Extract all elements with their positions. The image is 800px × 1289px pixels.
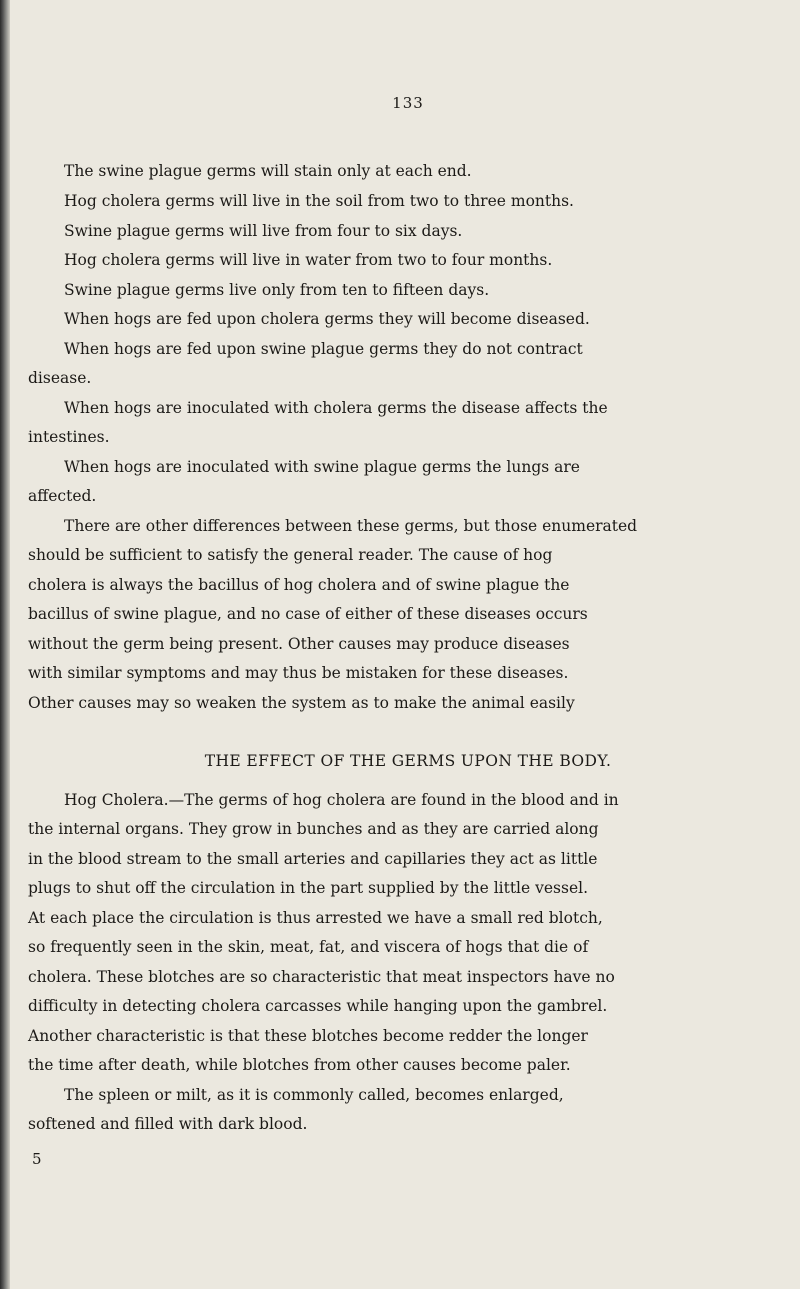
text-line: Other causes may so weaken the system as to make the animal easily (28, 694, 575, 712)
section-heading: THE EFFECT OF THE GERMS UPON THE BODY. (204, 752, 612, 770)
text-line: intestines. (28, 428, 110, 446)
text-line: bacillus of swine plague, and no case of either of these diseases occurs (28, 605, 588, 623)
text-line: difficulty in detecting cholera carcasses while hanging upon the gambrel. (28, 997, 608, 1015)
text-line: When hogs are inoculated with swine plague germs the lungs are (64, 458, 580, 476)
text-line: with similar symptoms and may thus be mistaken for these diseases. (28, 664, 569, 682)
page-number: 133 (392, 94, 424, 112)
text-line: Swine plague germs live only from ten to fifteen days. (64, 281, 490, 299)
text-line: The spleen or milt, as it is commonly called, becomes enlarged, (64, 1086, 564, 1104)
text-line: Another characteristic is that these blotches become redder the longer (28, 1027, 588, 1045)
signature-mark: 5 (32, 1150, 42, 1168)
text-line: without the germ being present. Other causes may produce diseases (28, 635, 570, 653)
text-line: the internal organs. They grow in bunches and as they are carried along (28, 820, 599, 838)
text-line: When hogs are inoculated with cholera germs the disease affects the (64, 399, 608, 417)
text-line: There are other differences between these germs, but those enumerated (64, 517, 638, 535)
text-line: the time after death, while blotches from other causes become paler. (28, 1056, 571, 1074)
text-line: disease. (28, 369, 92, 387)
text-line: At each place the circulation is thus arrested we have a small red blotch, (28, 909, 603, 927)
text-line: plugs to shut off the circulation in the part supplied by the little vessel. (28, 879, 589, 897)
book-spine-shadow (0, 0, 10, 1289)
text-line: cholera is always the bacillus of hog cholera and of swine plague the (28, 576, 570, 594)
text-line: When hogs are fed upon swine plague germs they do not contract (64, 340, 583, 358)
text-line: Hog cholera germs will live in the soil from two to three months. (64, 192, 574, 210)
text-line: Hog Cholera.—The germs of hog cholera are found in the blood and in (64, 791, 619, 809)
text-line: so frequently seen in the skin, meat, fat, and viscera of hogs that die of (28, 938, 589, 956)
text-line: should be sufficient to satisfy the general reader. The cause of hog (28, 546, 553, 564)
text-line: The swine plague germs will stain only at each end. (64, 162, 472, 180)
text-line: softened and filled with dark blood. (28, 1115, 308, 1133)
book-page (28, 0, 788, 1289)
text-line: Swine plague germs will live from four to six days. (64, 222, 463, 240)
text-line: affected. (28, 487, 97, 505)
text-line: When hogs are fed upon cholera germs they will become diseased. (64, 310, 590, 328)
text-line: cholera. These blotches are so characteristic that meat inspectors have no (28, 968, 615, 986)
text-line: in the blood stream to the small arteries and capillaries they act as little (28, 850, 598, 868)
text-line: Hog cholera germs will live in water from two to four months. (64, 251, 553, 269)
